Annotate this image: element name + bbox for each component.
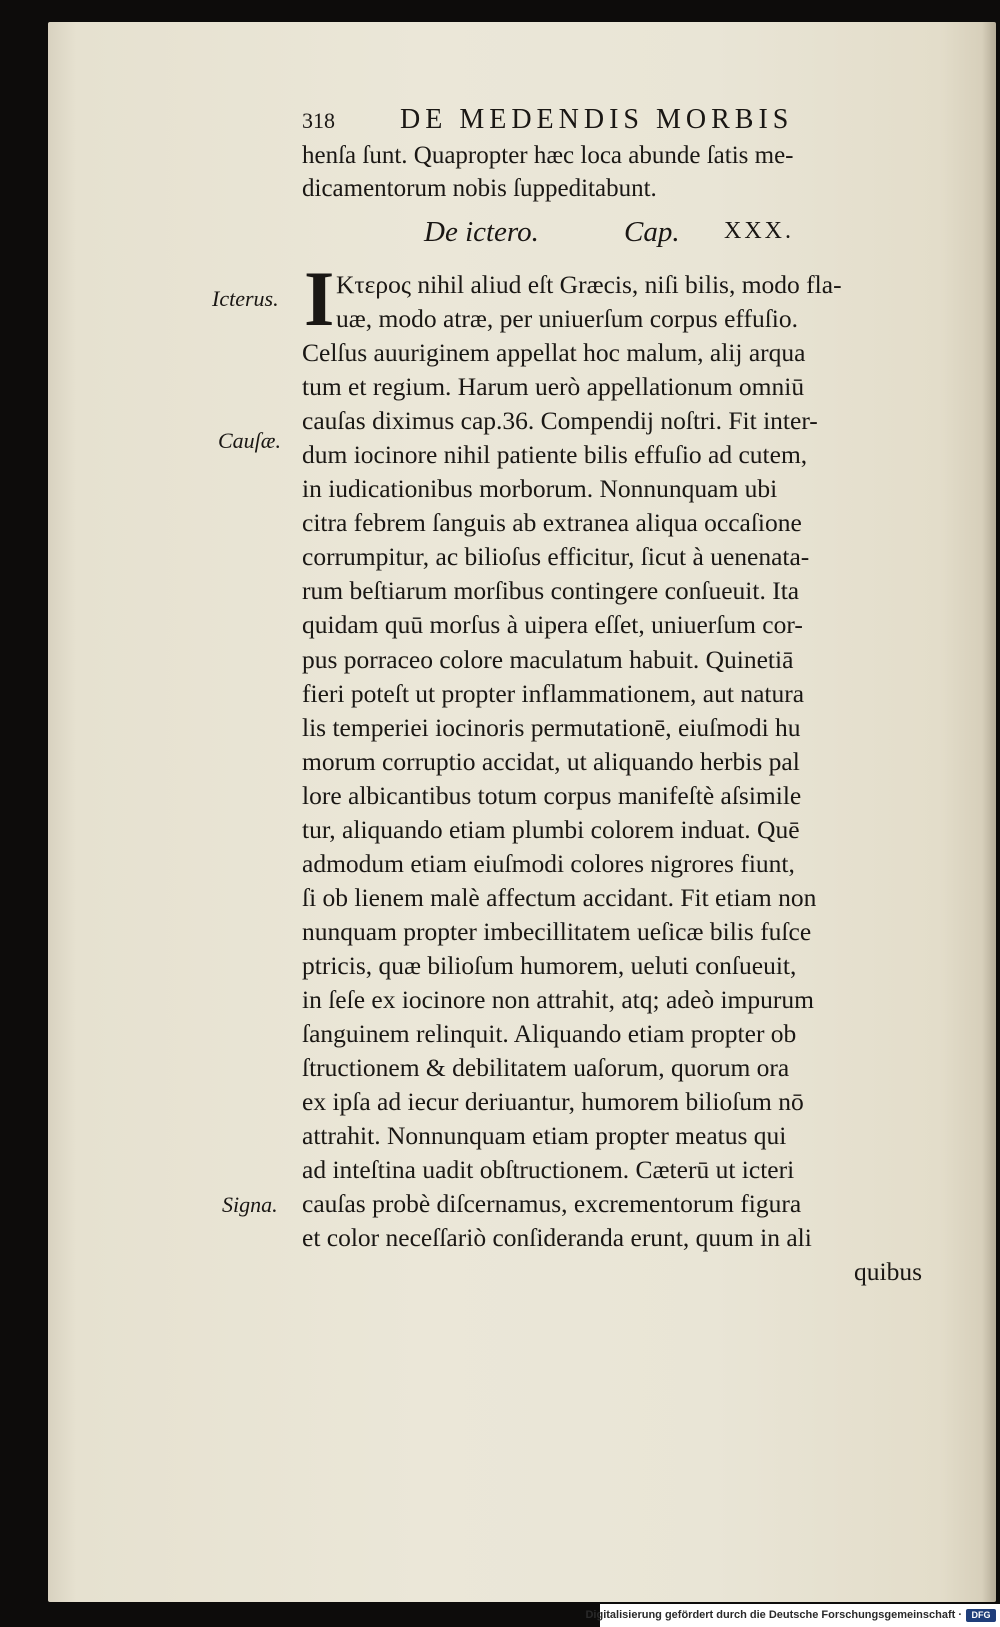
text-line: ſtructionem & debilitatem uaſorum, quorum ora (302, 1053, 790, 1083)
text-line: lore albicantibus totum corpus manifeſtè aſsimile (302, 780, 802, 810)
text-line: in ſeſe ex iocinore non attrahit, atq; adeò impurum (302, 984, 814, 1014)
text-line: fieri poteſt ut propter inflammationem, aut natura (302, 678, 805, 708)
text-line: citra febrem ſanguis ab extranea aliqua occaſione (302, 508, 802, 538)
margin-note-signa: Signa. (222, 1192, 278, 1217)
text-line: ſi ob lienem malè affectum accidant. Fit etiam non (302, 882, 817, 912)
dfg-logo-icon: DFG (966, 1609, 996, 1622)
text-line: et color neceſſariò conſideranda erunt, quum in ali (302, 1223, 812, 1253)
text-line: quidam quū morſus à uipera eſſet, uniuerſum cor- (302, 610, 803, 640)
chapter-cap-label: Cap. (624, 216, 680, 248)
footer-credit: Digitalisierung gefördert durch die Deutsche Forschungsgemeinschaft · (585, 1609, 962, 1621)
margin-note-causae: Cauſæ. (218, 428, 281, 453)
catchword: quibus (853, 1257, 922, 1287)
text-line: ex ipſa ad iecur deriuantur, humorem bilioſum nō (302, 1087, 804, 1117)
digitization-footer (585, 1604, 1000, 1627)
page-header (302, 104, 842, 138)
text-line: nunquam propter imbecillitatem ueſicæ bilis fuſce (302, 916, 812, 946)
page-number: 318 (302, 108, 335, 133)
text-line: lis temperiei iocinoris permutationē, eiuſmodi hu (302, 712, 801, 742)
text-line: Κτερος nihil aliud eſt Græcis, niſi bilis, modo fla- (336, 270, 842, 299)
text-line: dum iocinore nihil patiente bilis effuſio ad cutem, (302, 440, 808, 470)
text-line: tum et regium. Harum uerò appellationum omniū (302, 372, 805, 402)
text-line: pus porraceo colore maculatum habuit. Quinetiā (302, 644, 794, 674)
text-line: ptricis, quæ bilioſum humorem, ueluti conſueuit, (302, 950, 797, 980)
text-line: cauſas diximus cap.36. Compendij noſtri. Fit inter- (302, 406, 818, 436)
chapter-body (302, 268, 932, 1289)
text-line: cauſas probè diſcernamus, excrementorum figura (302, 1189, 802, 1219)
chapter-title: De ictero. (424, 216, 539, 248)
text-line: henſa ſunt. Quapropter hæc loca abunde ſatis me- (302, 142, 794, 169)
text-line: admodum etiam eiuſmodi colores nigrores fiunt, (302, 848, 795, 878)
intro-text (302, 140, 932, 205)
text-line: morum corruptio accidat, ut aliquando herbis pal (302, 746, 800, 776)
running-head: DE MEDENDIS MORBIS (400, 104, 794, 135)
page-edge-shadow (982, 22, 996, 1602)
text-line: uæ, modo atræ, per uniuerſum corpus effuſio. (336, 304, 798, 334)
text-line: tur, aliquando etiam plumbi colorem induat. Quē (302, 814, 800, 844)
chapter-number: XXX. (724, 218, 794, 244)
text-line: Celſus auuriginem appellat hoc malum, alij arqua (302, 338, 806, 368)
drop-cap: I (304, 255, 335, 342)
margin-note-icterus: Icterus. (212, 286, 279, 311)
text-line: ſanguinem relinquit. Aliquando etiam propter ob (302, 1019, 797, 1049)
text-line: attrahit. Nonnunquam etiam propter meatus qui (302, 1121, 787, 1151)
text-line: in iudicationibus morborum. Nonnunquam ubi (302, 474, 778, 504)
text-line: corrumpitur, ac bilioſus efficitur, ſicut à uenenata- (302, 542, 810, 572)
text-line: dicamentorum nobis ſuppeditabunt. (302, 174, 657, 202)
text-line: rum beſtiarum morſibus contingere conſueuit. Ita (302, 576, 800, 606)
text-line: ad inteſtina uadit obſtructionem. Cæterū ut icteri (302, 1155, 795, 1185)
chapter-heading (424, 216, 844, 254)
